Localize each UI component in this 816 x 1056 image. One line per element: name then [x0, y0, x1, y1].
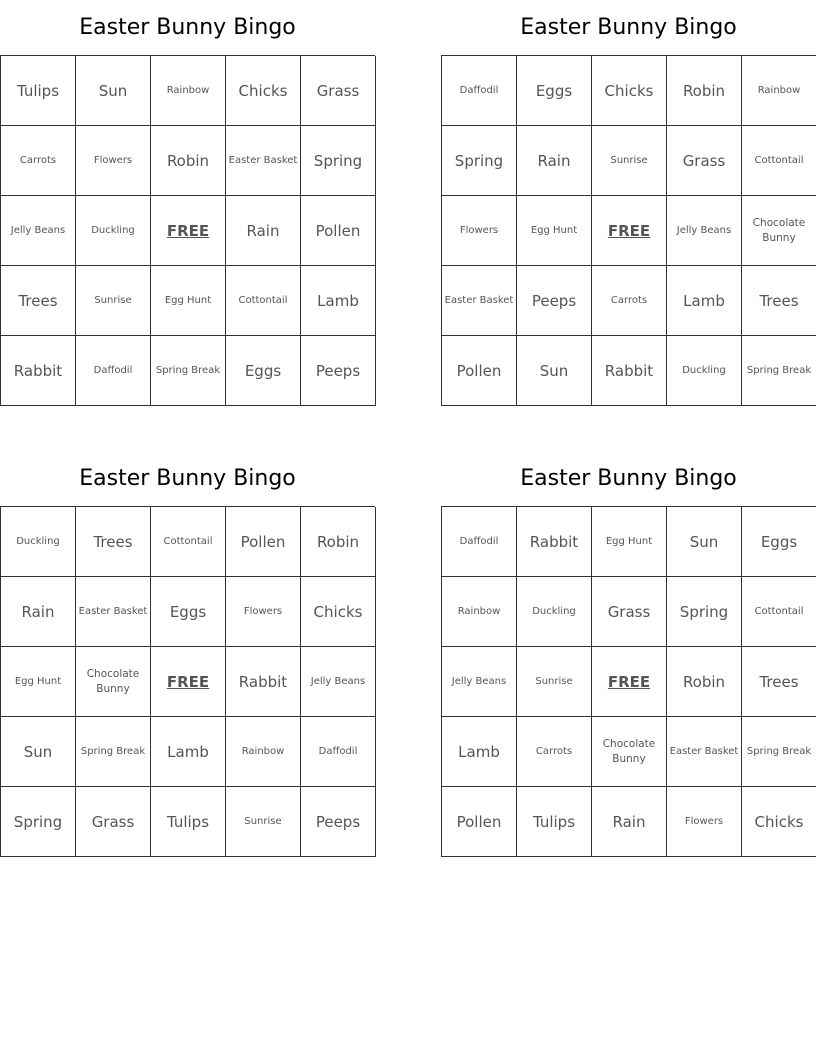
- bingo-cell: Robin: [667, 56, 742, 126]
- bingo-cell: Daffodil: [442, 56, 517, 126]
- bingo-card-3: [0, 451, 375, 857]
- bingo-cell: Robin: [151, 126, 226, 196]
- bingo-cell: Rainbow: [442, 577, 517, 647]
- bingo-cell: Rabbit: [1, 336, 76, 406]
- bingo-grid: [0, 506, 375, 857]
- bingo-cell: Egg Hunt: [1, 647, 76, 717]
- bingo-cell: Rain: [517, 126, 592, 196]
- bingo-cell: Rabbit: [592, 336, 667, 406]
- bingo-cell: Jelly Beans: [667, 196, 742, 266]
- bingo-cell: Chicks: [742, 787, 816, 857]
- bingo-cell: Flowers: [226, 577, 301, 647]
- bingo-cell: Sunrise: [592, 126, 667, 196]
- bingo-cell: Rainbow: [226, 717, 301, 787]
- bingo-cell: Rainbow: [742, 56, 816, 126]
- bingo-cell: Cottontail: [742, 577, 816, 647]
- bingo-cell: Rainbow: [151, 56, 226, 126]
- bingo-cell: Grass: [592, 577, 667, 647]
- bingo-cell: Jelly Beans: [442, 647, 517, 717]
- bingo-cell: Pollen: [301, 196, 376, 266]
- card-title: Easter Bunny Bingo: [79, 15, 296, 40]
- bingo-cell: Carrots: [517, 717, 592, 787]
- bingo-cell: Tulips: [151, 787, 226, 857]
- bingo-cell: Grass: [301, 56, 376, 126]
- bingo-cell: Grass: [76, 787, 151, 857]
- bingo-card-1: [0, 0, 375, 406]
- bingo-cell: Chocolate Bunny: [742, 196, 816, 266]
- bingo-cell: Sun: [76, 56, 151, 126]
- bingo-cell: Cottontail: [226, 266, 301, 336]
- bingo-cell: Easter Basket: [76, 577, 151, 647]
- card-title: Easter Bunny Bingo: [79, 466, 296, 491]
- bingo-cell: Jelly Beans: [301, 647, 376, 717]
- bingo-cell: Easter Basket: [667, 717, 742, 787]
- bingo-cell: Sunrise: [226, 787, 301, 857]
- bingo-cell: Trees: [742, 647, 816, 717]
- bingo-cell: Lamb: [301, 266, 376, 336]
- free-space-cell: FREE: [151, 647, 226, 717]
- bingo-cell: Chocolate Bunny: [76, 647, 151, 717]
- bingo-cell: Flowers: [76, 126, 151, 196]
- bingo-cell: Rabbit: [517, 507, 592, 577]
- bingo-cell: Rabbit: [226, 647, 301, 717]
- bingo-cell: Chicks: [226, 56, 301, 126]
- bingo-cell: Egg Hunt: [592, 507, 667, 577]
- bingo-cell: Eggs: [226, 336, 301, 406]
- bingo-cell: Spring: [442, 126, 517, 196]
- bingo-cell: Duckling: [1, 507, 76, 577]
- free-space-cell: FREE: [592, 647, 667, 717]
- bingo-cell: Eggs: [151, 577, 226, 647]
- bingo-cell: Sun: [1, 717, 76, 787]
- bingo-cell: Peeps: [301, 336, 376, 406]
- bingo-cell: Trees: [742, 266, 816, 336]
- bingo-cell: Easter Basket: [226, 126, 301, 196]
- card-title: Easter Bunny Bingo: [520, 15, 737, 40]
- bingo-cell: Robin: [667, 647, 742, 717]
- bingo-cell: Peeps: [517, 266, 592, 336]
- bingo-cell: Daffodil: [301, 717, 376, 787]
- bingo-cell: Spring Break: [76, 717, 151, 787]
- bingo-cell: Spring: [1, 787, 76, 857]
- bingo-card-4: [441, 451, 816, 857]
- bingo-cell: Grass: [667, 126, 742, 196]
- bingo-cell: Easter Basket: [442, 266, 517, 336]
- bingo-cell: Chocolate Bunny: [592, 717, 667, 787]
- bingo-cell: Flowers: [442, 196, 517, 266]
- bingo-cell: Chicks: [592, 56, 667, 126]
- bingo-cell: Daffodil: [76, 336, 151, 406]
- bingo-cell: Eggs: [742, 507, 816, 577]
- bingo-cell: Spring Break: [151, 336, 226, 406]
- bingo-grid: [0, 55, 375, 406]
- free-space-cell: FREE: [151, 196, 226, 266]
- bingo-cell: Cottontail: [742, 126, 816, 196]
- bingo-cell: Robin: [301, 507, 376, 577]
- bingo-cell: Sunrise: [517, 647, 592, 717]
- bingo-cell: Spring: [301, 126, 376, 196]
- bingo-cell: Spring: [667, 577, 742, 647]
- bingo-cell: Daffodil: [442, 507, 517, 577]
- bingo-cell: Tulips: [1, 56, 76, 126]
- bingo-cell: Sunrise: [76, 266, 151, 336]
- bingo-cell: Carrots: [592, 266, 667, 336]
- bingo-cell: Rain: [1, 577, 76, 647]
- bingo-card-2: [441, 0, 816, 406]
- bingo-cell: Chicks: [301, 577, 376, 647]
- card-title: Easter Bunny Bingo: [520, 466, 737, 491]
- bingo-cell: Lamb: [151, 717, 226, 787]
- bingo-cell: Egg Hunt: [151, 266, 226, 336]
- bingo-cell: Pollen: [442, 336, 517, 406]
- bingo-grid: [441, 506, 816, 857]
- bingo-cell: Peeps: [301, 787, 376, 857]
- bingo-cell: Rain: [592, 787, 667, 857]
- bingo-cell: Spring Break: [742, 336, 816, 406]
- bingo-cell: Duckling: [517, 577, 592, 647]
- bingo-grid: [441, 55, 816, 406]
- free-space-cell: FREE: [592, 196, 667, 266]
- bingo-cell: Rain: [226, 196, 301, 266]
- bingo-cell: Pollen: [226, 507, 301, 577]
- bingo-cell: Duckling: [76, 196, 151, 266]
- bingo-cell: Eggs: [517, 56, 592, 126]
- bingo-cell: Pollen: [442, 787, 517, 857]
- bingo-cell: Tulips: [517, 787, 592, 857]
- bingo-cell: Trees: [76, 507, 151, 577]
- bingo-cell: Jelly Beans: [1, 196, 76, 266]
- bingo-cell: Carrots: [1, 126, 76, 196]
- bingo-cell: Egg Hunt: [517, 196, 592, 266]
- bingo-cell: Trees: [1, 266, 76, 336]
- bingo-cell: Flowers: [667, 787, 742, 857]
- bingo-cell: Cottontail: [151, 507, 226, 577]
- bingo-cell: Duckling: [667, 336, 742, 406]
- bingo-cell: Lamb: [667, 266, 742, 336]
- bingo-cell: Spring Break: [742, 717, 816, 787]
- bingo-cell: Lamb: [442, 717, 517, 787]
- bingo-cell: Sun: [667, 507, 742, 577]
- bingo-cell: Sun: [517, 336, 592, 406]
